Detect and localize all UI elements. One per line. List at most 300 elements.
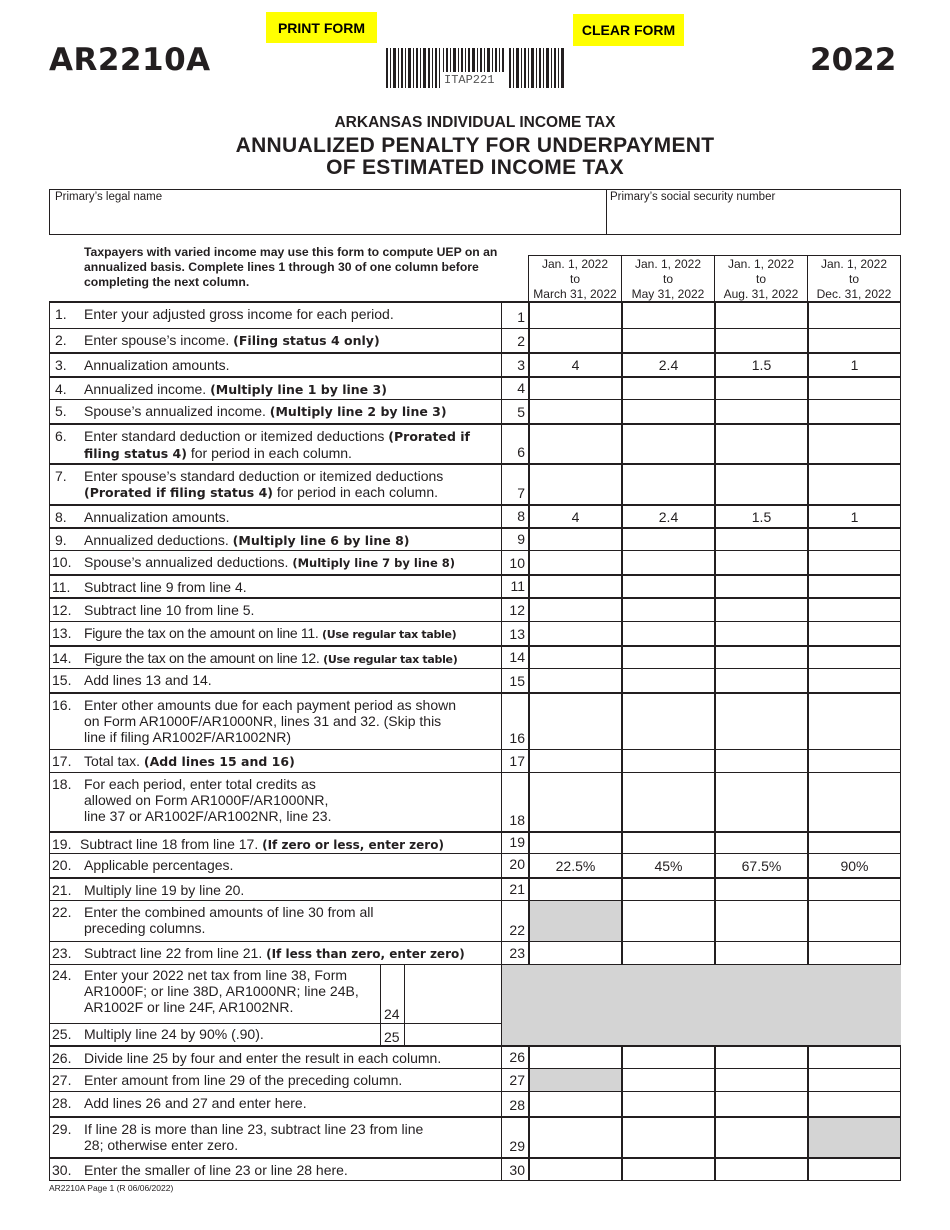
lines-24-25-block [49, 964, 901, 1045]
line-3-col-1-value: 4 [528, 354, 621, 376]
line-19-col-3[interactable] [714, 833, 807, 853]
line-11-row [49, 574, 901, 597]
line-11-col-2[interactable] [621, 576, 714, 597]
line-26-col-4-input[interactable] [809, 1047, 900, 1068]
line-20-col-2-value: 45% [621, 854, 714, 877]
line-27-number: 27 [501, 1069, 528, 1091]
line-14-row [49, 645, 901, 668]
line-9-col-1-input[interactable] [530, 529, 621, 550]
line-14-col-4-input[interactable] [809, 647, 900, 668]
line-15-col-2[interactable] [621, 669, 714, 692]
line-1-col-1-input[interactable] [530, 303, 621, 328]
line-26-col-1-input[interactable] [530, 1047, 621, 1068]
line-7-label [49, 465, 501, 504]
line-23-col-3[interactable] [714, 942, 807, 964]
line-16-text: Enter other amounts due for each payment period as shown on Form AR1000F/AR1000NR, lines 31 and 32. (Skip this line if filing AR1002F/AR1002NR) [84, 697, 456, 745]
line-2-col-1[interactable] [528, 329, 621, 352]
line-27-col-4[interactable] [807, 1069, 900, 1091]
line-number-text: 11. [52, 579, 71, 595]
line-13-col-1[interactable] [528, 622, 621, 645]
line-9-col-4-input[interactable] [809, 529, 900, 550]
line-21-col-4[interactable] [807, 879, 900, 900]
line-16-col-2-input[interactable] [623, 694, 714, 749]
line-1-col-2[interactable] [621, 303, 714, 328]
line-20-number: 20 [501, 854, 528, 877]
line-23-col-1[interactable] [528, 942, 621, 964]
line-11-label [49, 576, 501, 597]
column-header-2-to: to [662, 272, 673, 286]
line-17-label [49, 750, 501, 772]
line-27-col-2[interactable] [621, 1069, 714, 1091]
line-22-col-2[interactable] [621, 901, 714, 941]
line-16-col-1[interactable] [528, 694, 621, 749]
line-6-col-2-input[interactable] [623, 425, 714, 463]
line-26-col-4[interactable] [807, 1047, 900, 1068]
line-11-col-4-input[interactable] [809, 576, 900, 597]
line-number-text: 28. [52, 1095, 72, 1111]
line-29-col-2[interactable] [621, 1118, 714, 1157]
line-19-col-1[interactable] [528, 833, 621, 853]
line-3-col-4-value: 1 [807, 354, 900, 376]
line-18-text: For each period, enter total credits as allowed on Form AR1000F/AR1000NR, line 37 or AR1002F/AR1002NR, line 23. [84, 776, 332, 824]
line-14-col-1-input[interactable] [530, 647, 621, 668]
line-30-row [49, 1157, 901, 1181]
line-28-col-1[interactable] [528, 1092, 621, 1116]
line-28-label [49, 1092, 501, 1116]
line-22-col-2-input[interactable] [623, 901, 714, 941]
line-7-col-2-input[interactable] [623, 465, 714, 504]
line-5-col-4[interactable] [807, 400, 900, 423]
line-7-col-3-input[interactable] [716, 465, 807, 504]
line-11-col-2-input[interactable] [623, 576, 714, 597]
line-11-number: 11 [501, 576, 528, 597]
print-form-button[interactable]: PRINT FORM [266, 12, 377, 43]
line-6-col-4[interactable] [807, 425, 900, 463]
line-10-col-3[interactable] [714, 551, 807, 574]
line-28-col-1-input[interactable] [530, 1092, 621, 1116]
line-13-col-4-input[interactable] [809, 622, 900, 645]
line-21-col-1[interactable] [528, 879, 621, 900]
line-16-col-4[interactable] [807, 694, 900, 749]
line-19-text: Subtract line 18 from line 17. [80, 836, 263, 852]
line-number-text: 13. [52, 625, 72, 641]
line-2-note: (Filing status 4 only) [233, 333, 380, 348]
page-footer: AR2210A Page 1 (R 06/06/2022) [49, 1183, 174, 1193]
line-24-cell[interactable] [404, 965, 501, 1023]
line-10-col-2-input[interactable] [623, 551, 714, 574]
line-29-col-1-input[interactable] [530, 1118, 621, 1157]
line-7-col-1-input[interactable] [530, 465, 621, 504]
line-11-text: Subtract line 9 from line 4. [84, 579, 247, 595]
line-20-row [49, 853, 901, 877]
line-21-col-3-input[interactable] [716, 879, 807, 900]
line-5-col-4-input[interactable] [809, 400, 900, 423]
line-4-col-3-input[interactable] [716, 378, 807, 399]
line-15-col-4-input[interactable] [809, 669, 900, 692]
line-4-row [49, 376, 901, 399]
line-2-col-3-input[interactable] [716, 329, 807, 352]
line-23-col-2-input[interactable] [623, 942, 714, 964]
line-1-col-3[interactable] [714, 303, 807, 328]
line-18-col-3[interactable] [714, 773, 807, 831]
line-19-col-4[interactable] [807, 833, 900, 853]
line-12-col-1-input[interactable] [530, 599, 621, 621]
line-23-col-4[interactable] [807, 942, 900, 964]
line-4-col-4-input[interactable] [809, 378, 900, 399]
line-22-col-3-input[interactable] [716, 901, 807, 941]
taxpayer-identity-box [49, 189, 901, 235]
line-30-col-3-input[interactable] [716, 1159, 807, 1181]
line-14-col-1[interactable] [528, 647, 621, 668]
line-4-col-1[interactable] [528, 378, 621, 399]
line-number-text: 4. [55, 381, 67, 397]
line-16-col-1-input[interactable] [530, 694, 621, 749]
line-6-col-3[interactable] [714, 425, 807, 463]
line-text [84, 1095, 497, 1111]
line-18-col-4[interactable] [807, 773, 900, 831]
line-number-text: 20. [52, 857, 72, 873]
line-7-text-cont: for period in each column. [273, 484, 438, 500]
line-5-col-3-input[interactable] [716, 400, 807, 423]
line-2-col-2[interactable] [621, 329, 714, 352]
line-26-col-3-input[interactable] [716, 1047, 807, 1068]
line-26-col-3[interactable] [714, 1047, 807, 1068]
line-30-col-3[interactable] [714, 1159, 807, 1181]
line-11-col-3[interactable] [714, 576, 807, 597]
line-22-col-4-input[interactable] [809, 901, 900, 941]
line-17-col-4[interactable] [807, 750, 900, 772]
line-29-col-3-input[interactable] [716, 1118, 807, 1157]
line-text [84, 602, 497, 618]
line-30-col-2-input[interactable] [623, 1159, 714, 1181]
line-18-col-1-input[interactable] [530, 773, 621, 831]
line-12-col-4[interactable] [807, 599, 900, 621]
line-25-cell[interactable] [404, 1023, 501, 1046]
line-13-col-3-input[interactable] [716, 622, 807, 645]
line-27-col-3-input[interactable] [716, 1069, 807, 1091]
line-6-col-3-input[interactable] [716, 425, 807, 463]
line-14-col-3-input[interactable] [716, 647, 807, 668]
line-15-col-3-input[interactable] [716, 669, 807, 692]
line-18-col-3-input[interactable] [716, 773, 807, 831]
form-id: AR2210A [49, 42, 211, 78]
line-text [84, 554, 497, 571]
line-number-text: 22. [52, 904, 72, 920]
line-30-col-1-input[interactable] [530, 1159, 621, 1181]
line-12-row [49, 597, 901, 621]
line-27-col-3[interactable] [714, 1069, 807, 1091]
line-18-col-2[interactable] [621, 773, 714, 831]
line-19-col-2-input[interactable] [623, 833, 714, 853]
line-2-col-1-input[interactable] [530, 329, 621, 352]
column-header-1-to: to [569, 272, 580, 286]
line-15-col-4[interactable] [807, 669, 900, 692]
line-16-label [49, 694, 501, 749]
line-text [80, 836, 497, 853]
line-26-label [49, 1047, 501, 1068]
line-13-text: Figure the tax on the amount on line 11. [84, 625, 323, 641]
line-7-col-4[interactable] [807, 465, 900, 504]
line-17-col-1[interactable] [528, 750, 621, 772]
line-27-row [49, 1068, 901, 1091]
line-22-row [49, 900, 901, 941]
line-5-col-2[interactable] [621, 400, 714, 423]
line-16-col-3-input[interactable] [716, 694, 807, 749]
line-14-col-2-input[interactable] [623, 647, 714, 668]
line-1-col-4[interactable] [807, 303, 900, 328]
line-2-col-4[interactable] [807, 329, 900, 352]
line-4-col-4[interactable] [807, 378, 900, 399]
line-9-label [49, 529, 501, 550]
column-header-4-end: Dec. 31, 2022 [816, 287, 892, 301]
line-text [84, 753, 497, 770]
ssn-input[interactable] [610, 208, 895, 232]
line-4-number: 4 [501, 378, 528, 399]
line-19-col-1-input[interactable] [530, 833, 621, 853]
line-29-label [49, 1118, 501, 1157]
column-header-1 [528, 255, 622, 302]
line-1-col-1[interactable] [528, 303, 621, 328]
line-5-col-1[interactable] [528, 400, 621, 423]
line-19-col-3-input[interactable] [716, 833, 807, 853]
line-number-text: 27. [52, 1072, 72, 1088]
line-5-col-1-input[interactable] [530, 400, 621, 423]
line-30-col-4[interactable] [807, 1159, 900, 1181]
line-1-col-2-input[interactable] [623, 303, 714, 328]
line-text [84, 403, 497, 420]
line-16-col-3[interactable] [714, 694, 807, 749]
line-17-col-4-input[interactable] [809, 750, 900, 772]
line-7-col-1[interactable] [528, 465, 621, 504]
line-21-col-2-input[interactable] [623, 879, 714, 900]
line-24-input[interactable] [405, 965, 501, 1023]
line-27-label [49, 1069, 501, 1091]
line-25-label [49, 1023, 380, 1046]
line-21-col-3[interactable] [714, 879, 807, 900]
line-18-col-1[interactable] [528, 773, 621, 831]
line-4-col-2-input[interactable] [623, 378, 714, 399]
line-28-col-4-input[interactable] [809, 1092, 900, 1116]
line-13-col-2-input[interactable] [623, 622, 714, 645]
line-14-text: Figure the tax on the amount on line 12. [84, 650, 324, 666]
line-19-col-4-input[interactable] [809, 833, 900, 853]
line-14-col-2[interactable] [621, 647, 714, 668]
line-26-col-2[interactable] [621, 1047, 714, 1068]
line-12-col-2[interactable] [621, 599, 714, 621]
line-21-col-1-input[interactable] [530, 879, 621, 900]
line-text [84, 857, 497, 873]
line-25-input[interactable] [405, 1023, 501, 1046]
line-18-row [49, 772, 901, 831]
line-12-col-4-input[interactable] [809, 599, 900, 621]
legal-name-input[interactable] [55, 208, 600, 232]
line-27-col-4-input[interactable] [809, 1069, 900, 1091]
line-23-col-1-input[interactable] [530, 942, 621, 964]
line-number-text: 21. [52, 882, 72, 898]
line-28-col-3-input[interactable] [716, 1092, 807, 1116]
line-12-label [49, 599, 501, 621]
line-14-col-4[interactable] [807, 647, 900, 668]
line-18-col-4-input[interactable] [809, 773, 900, 831]
line-1-text: Enter your adjusted gross income for each period. [84, 306, 394, 322]
line-6-row [49, 423, 901, 463]
line-9-number: 9 [501, 529, 528, 550]
line-28-col-4[interactable] [807, 1092, 900, 1116]
line-10-col-1[interactable] [528, 551, 621, 574]
line-18-col-2-input[interactable] [623, 773, 714, 831]
line-14-label [49, 647, 501, 668]
line-12-col-3-input[interactable] [716, 599, 807, 621]
line-8-row [49, 504, 901, 527]
line-2-col-4-input[interactable] [809, 329, 900, 352]
line-21-number: 21 [501, 879, 528, 900]
line-13-col-1-input[interactable] [530, 622, 621, 645]
line-26-col-1[interactable] [528, 1047, 621, 1068]
line-14-note: (Use regular tax table) [323, 653, 458, 666]
line-14-col-3[interactable] [714, 647, 807, 668]
line-15-col-1[interactable] [528, 669, 621, 692]
line-12-col-1[interactable] [528, 599, 621, 621]
line-4-text: Annualized income. [84, 381, 211, 397]
line-13-col-3[interactable] [714, 622, 807, 645]
line-5-label [49, 400, 501, 423]
line-number-text: 18. [52, 776, 72, 792]
line-29-number: 29 [501, 1118, 528, 1157]
line-6-col-1[interactable] [528, 425, 621, 463]
line-number-text: 15. [52, 672, 72, 688]
line-9-col-1[interactable] [528, 529, 621, 550]
line-10-col-1-input[interactable] [530, 551, 621, 574]
line-2-col-2-input[interactable] [623, 329, 714, 352]
line-9-col-2[interactable] [621, 529, 714, 550]
line-6-col-1-input[interactable] [530, 425, 621, 463]
line-10-col-4[interactable] [807, 551, 900, 574]
line-17-col-3[interactable] [714, 750, 807, 772]
line-2-col-3[interactable] [714, 329, 807, 352]
line-26-col-2-input[interactable] [623, 1047, 714, 1068]
line-15-col-2-input[interactable] [623, 669, 714, 692]
line-30-col-4-input[interactable] [809, 1159, 900, 1181]
line-text [84, 672, 497, 688]
line-21-col-4-input[interactable] [809, 879, 900, 900]
line-1-col-3-input[interactable] [716, 303, 807, 328]
line-23-col-3-input[interactable] [716, 942, 807, 964]
line-9-col-2-input[interactable] [623, 529, 714, 550]
line-12-text: Subtract line 10 from line 5. [84, 602, 255, 618]
line-1-number: 1 [501, 303, 528, 328]
line-number-text: 9. [55, 532, 67, 548]
line-17-col-2-input[interactable] [623, 750, 714, 772]
line-11-col-1-input[interactable] [530, 576, 621, 597]
line-4-col-1-input[interactable] [530, 378, 621, 399]
line-1-col-4-input[interactable] [809, 303, 900, 328]
line-3-row [49, 352, 901, 376]
line-17-col-2[interactable] [621, 750, 714, 772]
line-28-col-2-input[interactable] [623, 1092, 714, 1116]
line-10-col-4-input[interactable] [809, 551, 900, 574]
line-22-col-3[interactable] [714, 901, 807, 941]
line-9-col-3[interactable] [714, 529, 807, 550]
line-5-col-3[interactable] [714, 400, 807, 423]
line-5-col-2-input[interactable] [623, 400, 714, 423]
line-15-col-3[interactable] [714, 669, 807, 692]
line-29-col-3[interactable] [714, 1118, 807, 1157]
line-6-col-2[interactable] [621, 425, 714, 463]
line-10-col-2[interactable] [621, 551, 714, 574]
line-7-col-2[interactable] [621, 465, 714, 504]
line-13-col-2[interactable] [621, 622, 714, 645]
line-6-col-4-input[interactable] [809, 425, 900, 463]
line-number-text: 6. [55, 428, 67, 444]
line-17-col-1-input[interactable] [530, 750, 621, 772]
line-8-col-4-value: 1 [807, 506, 900, 527]
line-5-text: Spouse’s annualized income. [84, 403, 270, 419]
agency-title: ARKANSAS INDIVIDUAL INCOME TAX [334, 114, 616, 131]
line-11-col-4[interactable] [807, 576, 900, 597]
line-13-col-4[interactable] [807, 622, 900, 645]
line-15-label [49, 669, 501, 692]
line-17-col-3-input[interactable] [716, 750, 807, 772]
line-19-col-2[interactable] [621, 833, 714, 853]
line-number-text: 30. [52, 1162, 72, 1178]
line-29-col-1[interactable] [528, 1118, 621, 1157]
line-10-col-3-input[interactable] [716, 551, 807, 574]
line-9-col-3-input[interactable] [716, 529, 807, 550]
column-header-3-end: Aug. 31, 2022 [723, 287, 799, 301]
line-4-col-3[interactable] [714, 378, 807, 399]
line-6-number: 6 [501, 425, 528, 463]
line-23-col-4-input[interactable] [809, 942, 900, 964]
line-11-col-3-input[interactable] [716, 576, 807, 597]
line-23-note: (If less than zero, enter zero) [266, 947, 465, 961]
column-header-3-start: Jan. 1, 2022 [727, 257, 795, 271]
line-3-number: 3 [501, 354, 528, 376]
line-21-col-2[interactable] [621, 879, 714, 900]
form-title-line2: OF ESTIMATED INCOME TAX [326, 156, 624, 179]
line-7-col-4-input[interactable] [809, 465, 900, 504]
line-23-col-2[interactable] [621, 942, 714, 964]
line-12-col-2-input[interactable] [623, 599, 714, 621]
line-30-text: Enter the smaller of line 23 or line 28 here. [84, 1162, 348, 1178]
line-text [84, 509, 497, 525]
line-22-col-4[interactable] [807, 901, 900, 941]
line-12-col-3[interactable] [714, 599, 807, 621]
line-28-col-3[interactable] [714, 1092, 807, 1116]
line-28-row [49, 1091, 901, 1116]
line-29-text: If line 28 is more than line 23, subtract line 23 from line 28; otherwise enter zero. [84, 1121, 424, 1153]
line-12-number: 12 [501, 599, 528, 621]
line-28-col-2[interactable] [621, 1092, 714, 1116]
line-4-col-2[interactable] [621, 378, 714, 399]
line-11-col-1[interactable] [528, 576, 621, 597]
line-16-col-4-input[interactable] [809, 694, 900, 749]
line-27-col-2-input[interactable] [623, 1069, 714, 1091]
line-30-col-2[interactable] [621, 1159, 714, 1181]
line-8-text: Annualization amounts. [84, 509, 230, 525]
line-2-label [49, 329, 501, 352]
line-7-col-3[interactable] [714, 465, 807, 504]
form-title-line1: ANNUALIZED PENALTY FOR UNDERPAYMENT [235, 134, 715, 157]
line-text [84, 1162, 497, 1178]
line-29-col-2-input[interactable] [623, 1118, 714, 1157]
line-16-col-2[interactable] [621, 694, 714, 749]
line-9-col-4[interactable] [807, 529, 900, 550]
line-text [84, 697, 461, 745]
line-number-text: 10. [52, 554, 72, 570]
line-15-col-1-input[interactable] [530, 669, 621, 692]
line-30-col-1[interactable] [528, 1159, 621, 1181]
clear-form-button[interactable]: CLEAR FORM [573, 14, 684, 46]
